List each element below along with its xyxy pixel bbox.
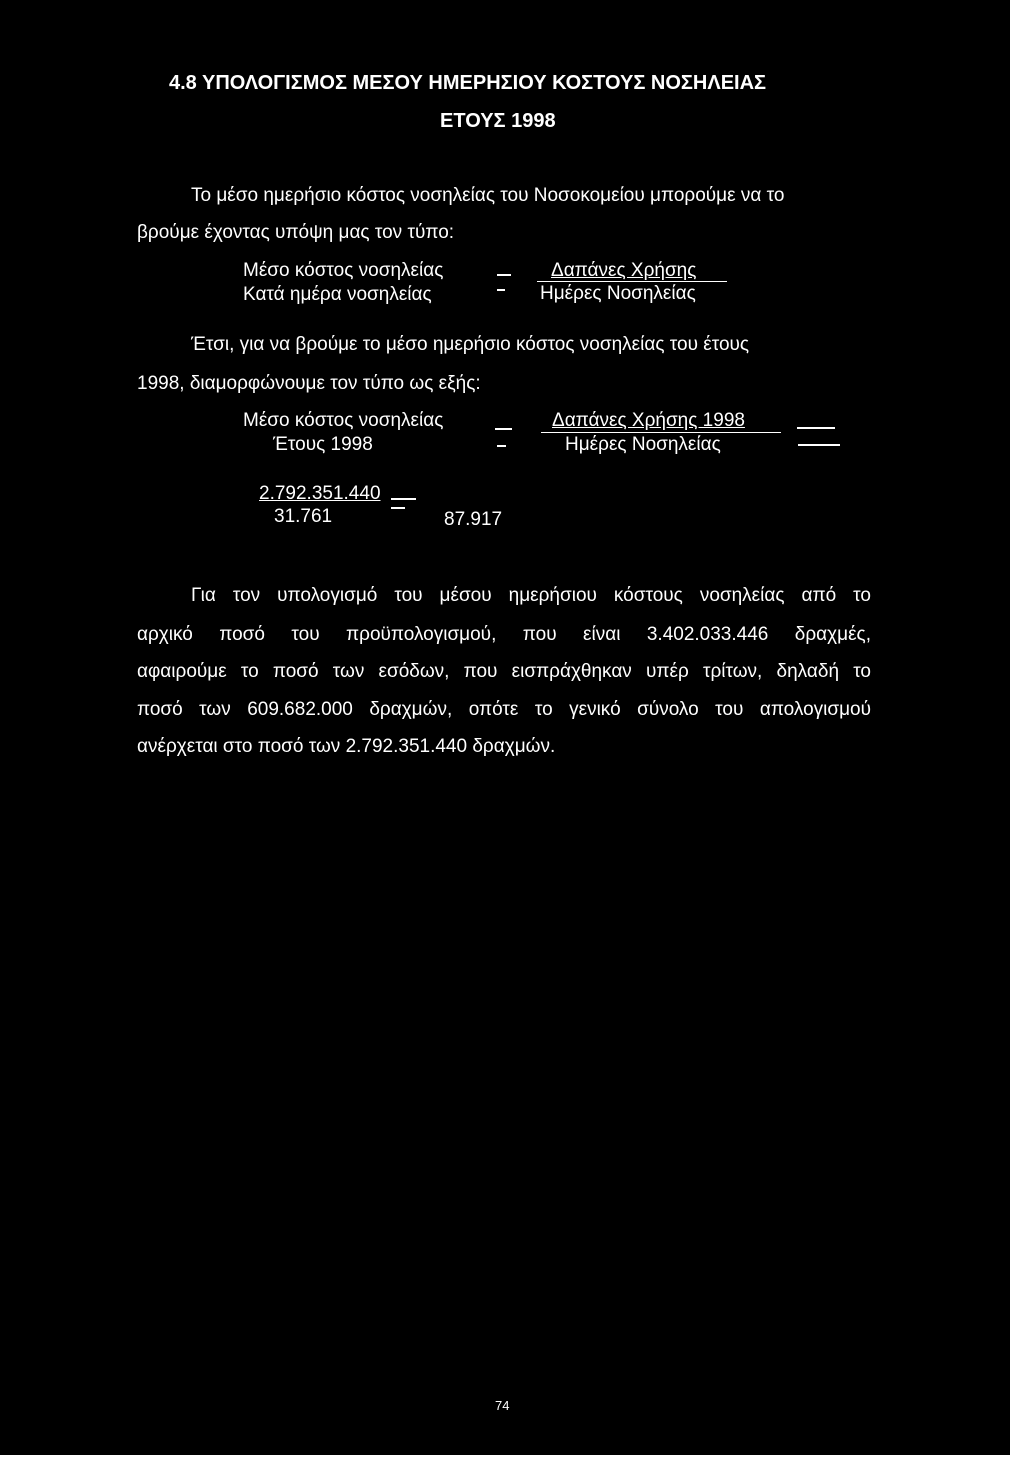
closing-paragraph-line4 <box>137 699 871 721</box>
formula1-left-denominator: Κατά ημέρα νοσηλείας <box>243 284 432 305</box>
section-heading-line1: 4.8 ΥΠΟΛΟΓΙΣΜΟΣ ΜΕΣΟΥ ΗΜΕΡΗΣΙΟΥ ΚΟΣΤΟΥΣ ΝΟΣΗΛΕΙΑΣ <box>169 72 767 94</box>
formula1-left-numerator: Μέσο κόστος νοσηλείας <box>243 260 444 281</box>
fraction-bar <box>537 281 727 282</box>
formula1-right-denominator: Ημέρες Νοσηλείας <box>540 283 696 304</box>
closing-line4: ποσό των 609.682.000 δραχμών, οπότε το γενικό σύνολο του απολογισμού <box>137 699 871 720</box>
closing-line5: ανέρχεται στο ποσό των 2.792.351.440 δραχμών. <box>137 736 556 757</box>
trailing-dash-top <box>797 427 835 429</box>
calc-denominator: 31.761 <box>274 506 333 527</box>
closing-paragraph-line2 <box>137 624 871 646</box>
equals-sign-bottom <box>497 445 506 447</box>
page-number: 74 <box>495 1398 510 1413</box>
formula2-left-numerator: Μέσο κόστος νοσηλείας <box>243 410 444 431</box>
section-heading-line2: ΕΤΟΥΣ 1998 <box>440 110 556 132</box>
calc-equals-top <box>391 498 416 500</box>
closing-paragraph-line3 <box>137 661 871 683</box>
middle-line1: Έτσι, για να βρούμε το μέσο ημερήσιο κόστος νοσηλείας του έτους <box>191 334 750 355</box>
calc-result: 87.917 <box>444 509 503 530</box>
calc-equals-bottom <box>391 507 405 509</box>
formula1-right-numerator: Δαπάνες Χρήσης <box>551 260 697 281</box>
intro-line2: βρούμε έχοντας υπόψη μας τον τύπο: <box>137 222 455 243</box>
calc-numerator: 2.792.351.440 <box>259 483 381 504</box>
equals-sign-bottom <box>497 289 505 291</box>
formula2-right-denominator: Ημέρες Νοσηλείας <box>565 434 721 455</box>
closing-paragraph-line1 <box>191 585 871 607</box>
fraction-bar <box>541 432 781 433</box>
intro-line1: Το μέσο ημερήσιο κόστος νοσηλείας του Νοσοκομείου μπορούμε να το <box>191 185 785 206</box>
closing-line1: Για τον υπολογισμό του μέσου ημερήσιου κόστους νοσηλείας από το <box>191 585 871 606</box>
equals-sign-top <box>495 428 512 430</box>
formula2-right-numerator: Δαπάνες Χρήσης 1998 <box>552 410 745 431</box>
middle-line2: 1998, διαμορφώνουμε τον τύπο ως εξής: <box>137 373 481 394</box>
closing-line3: αφαιρούμε το ποσό των εσόδων, που εισπράχθηκαν υπέρ τρίτων, δηλαδή το <box>137 661 871 682</box>
equals-sign-top <box>497 274 511 276</box>
trailing-dash-bottom <box>798 444 840 446</box>
formula2-left-denominator: Έτους 1998 <box>273 434 373 455</box>
closing-line2: αρχικό ποσό του προϋπολογισμού, που είναι 3.402.033.446 δραχμές, <box>137 624 871 645</box>
